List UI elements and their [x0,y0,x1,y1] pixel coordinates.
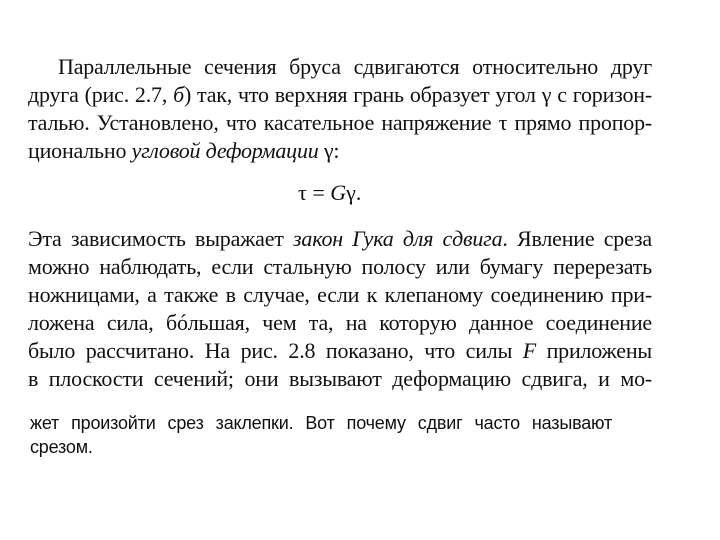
paragraph-1-line-4 [28,138,652,164]
term-hooke-law: закон Гука для сдвига [293,226,503,251]
paragraph-2-line-5 [28,338,652,364]
text-span: Эта зависимость выражает [28,226,294,251]
hooke-formula [298,180,361,206]
text-span: в плоскости сечений; они вызывают деформацию сдвига, и мо- [28,366,652,391]
paragraph-1-line-3 [28,110,652,136]
text-span: . Явление среза [502,226,652,251]
term-angular-deformation: угловой деформации [131,138,319,163]
paragraph-2-line-6 [28,366,652,392]
text-span: было рассчитано. На рис. 2.8 показано, что силы [28,338,523,363]
text-span: ложена сила, бóльшая, чем та, на которую данное соединение [28,310,652,335]
text-span: срезом. [30,437,93,457]
text-span: можно наблюдать, если стальную полосу или бумагу перерезать [28,254,652,279]
text-span: жет произойти срез заклепки. Вот почему сдвиг часто называют [30,413,612,433]
text-span: Параллельные сечения бруса сдвигаются относительно друг [58,54,652,79]
paragraph-2-line-2 [28,254,652,280]
paragraph-2-line-4 [28,310,652,336]
paragraph-2-line-1 [28,226,652,252]
paragraph-1-line-1 [58,54,652,80]
force-symbol: F [522,338,536,363]
figure-letter: б [173,82,184,107]
text-span: приложены [536,338,652,363]
text-span: ) так, что верхняя грань образует угол γ с горизон- [183,82,653,107]
text-span: друга (рис. 2.7, [28,82,174,107]
paragraph-1-line-2 [28,82,652,108]
formula-modulus: G [330,180,347,205]
formula-lhs: τ = [298,180,331,205]
paragraph-2-line-3 [28,282,652,308]
text-span: ножницами, а также в случае, если к клепаному соединению при- [28,282,652,307]
tail-line-1 [30,412,612,434]
formula-rhs: γ. [346,180,362,205]
text-span: талью. Установлено, что касательное напряжение τ прямо пропор- [28,110,652,135]
text-span: γ: [318,138,340,163]
text-span: ционально [28,138,132,163]
tail-line-2 [30,436,612,458]
